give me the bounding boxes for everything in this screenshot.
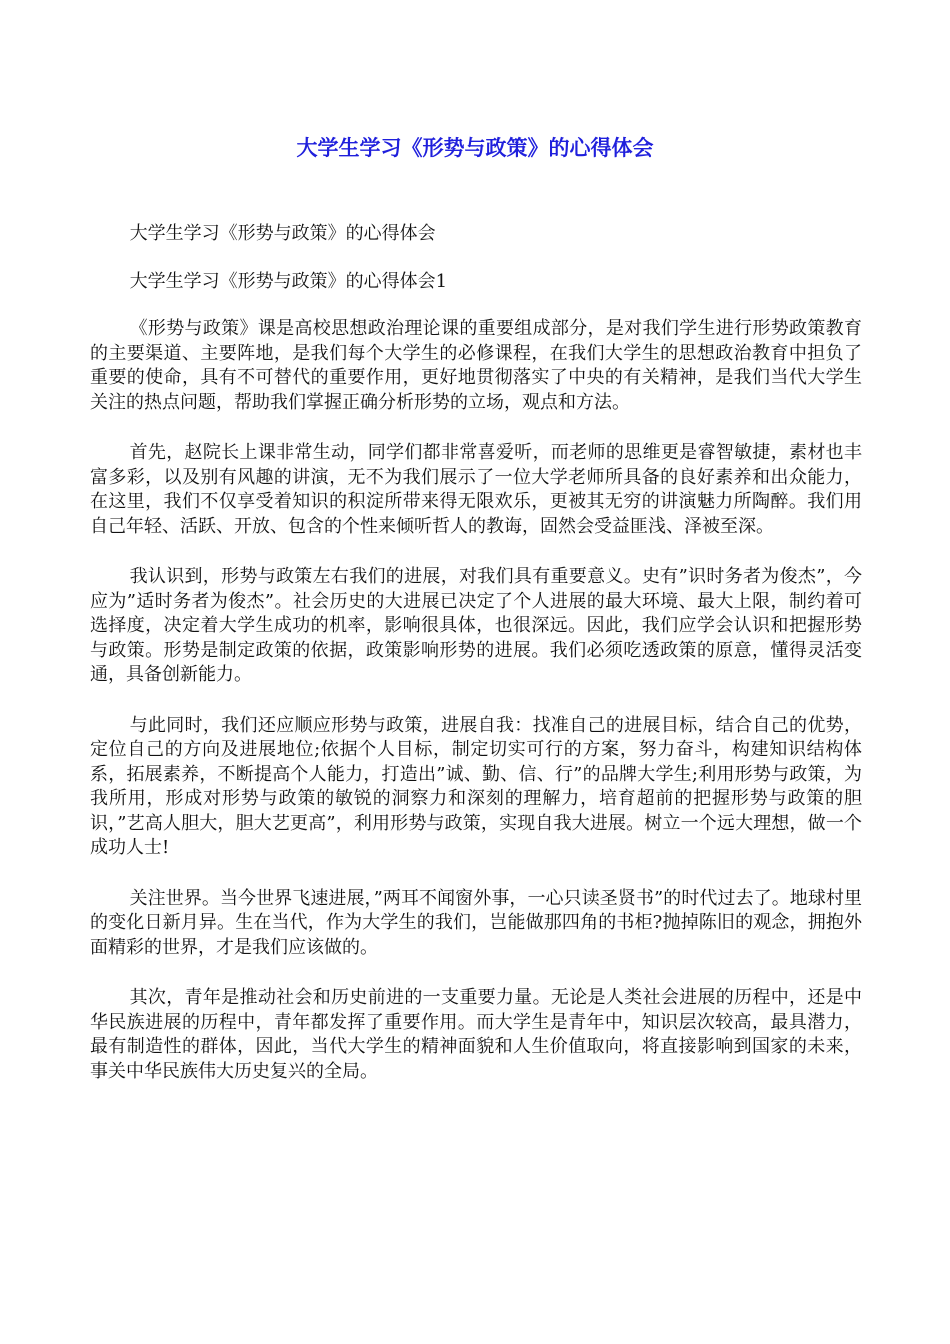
paragraph: 《形势与政策》课是高校思想政治理论课的重要组成部分，是对我们学生进行形势政策教育的主要渠道、主要阵地，是我们每个大学生的必修课程，在我们大学生的思想政治教育中担负了重要的使命，具有不可替代的重要作用，更好地贯彻落实了中央的有关精神，是我们当代大学生关注的热点问题，帮助我们掌握正确分析形势的立场，观点和方法。: [90, 318, 862, 413]
paragraph: 首先，赵院长上课非常生动，同学们都非常喜爱听，而老师的思维更是睿智敏捷，素材也丰富多彩，以及别有风趣的讲演，无不为我们展示了一位大学老师所具备的良好素养和出众能力，在这里，我们不仅享受着知识的积淀所带来得无限欢乐，更被其无穷的讲演魅力所陶醉。我们用自己年轻、活跃、开放、包含的个性来倾听哲人的教诲，固然会受益匪浅、泽被至深。: [90, 442, 862, 537]
document-body: [90, 222, 862, 1110]
paragraph-section-heading: 大学生学习《形势与政策》的心得体会1: [129, 270, 448, 292]
document-title: 大学生学习《形势与政策》的心得体会: [296, 136, 654, 160]
paragraph: 与此同时，我们还应顺应形势与政策，进展自我：找准自己的进展目标，结合自己的优势，定位自己的方向及进展地位;依据个人目标，制定切实可行的方案，努力奋斗，构建知识结构体系，拓展素养，不断提高个人能力，打造出”诚、勤、信、行”的品牌大学生;利用形势与政策，为我所用，形成对形势与政策的敏锐的洞察力和深刻的理解力，培育超前的把握形势与政策的胆识，”艺高人胆大，胆大艺更高”，利用形势与政策，实现自我大进展。树立一个远大理想，做一个成功人士!: [90, 714, 862, 858]
paragraph: 关注世界。当今世界飞速进展，”两耳不闻窗外事，一心只读圣贤书”的时代过去了。地球村里的变化日新月异。生在当代，作为大学生的我们，岂能做那四角的书柜?抛掉陈旧的观念，拥抱外面精彩的世界，才是我们应该做的。: [90, 887, 862, 958]
paragraph: 我认识到，形势与政策左右我们的进展，对我们具有重要意义。史有”识时务者为俊杰”，今应为”适时务者为俊杰”。社会历史的大进展已决定了个人进展的最大环境、最大上限，制约着可选择度，决定着大学生成功的机率，影响很具体，也很深远。因此，我们应学会认识和把握形势与政策。形势是制定政策的依据，政策影响形势的进展。我们必须吃透政策的原意，懂得灵活变通，具备创新能力。: [90, 566, 862, 685]
paragraph: 其次，青年是推动社会和历史前进的一支重要力量。无论是人类社会进展的历程中，还是中华民族进展的历程中，青年都发挥了重要作用。而大学生是青年中，知识层次较高，最具潜力，最有制造性的群体，因此，当代大学生的精神面貌和人生价值取向，将直接影响到国家的未来，事关中华民族伟大历史复兴的全局。: [90, 987, 862, 1082]
paragraph-subtitle: 大学生学习《形势与政策》的心得体会: [129, 223, 436, 244]
